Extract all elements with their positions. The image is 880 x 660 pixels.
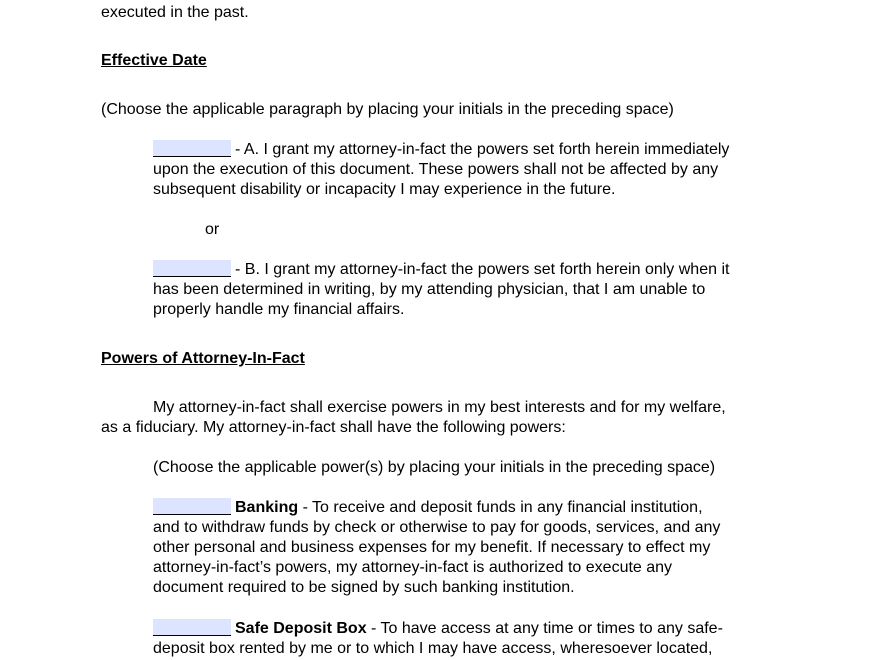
option-b-text-1: - B. I grant my attorney-in-fact the powers set forth herein only when it	[235, 261, 730, 278]
option-b-line-1	[153, 260, 729, 280]
option-a-line-1	[153, 140, 729, 160]
safe-deposit-initials-field[interactable]	[153, 619, 231, 636]
safe-deposit-line-2: deposit box rented by me or to which I may have access, wheresoever located,	[153, 640, 713, 657]
banking-title: Banking	[235, 499, 299, 516]
option-b-line-2: has been determined in writing, by my attending physician, that I am unable to	[153, 281, 706, 298]
option-a-initials-field[interactable]	[153, 140, 231, 157]
option-a-line-2: upon the execution of this document. These powers shall not be affected by any	[153, 161, 719, 178]
powers-intro-line-1: My attorney-in-fact shall exercise powers in my best interests and for my welfare,	[153, 399, 726, 416]
banking-initials-field[interactable]	[153, 498, 231, 515]
powers-heading: Powers of Attorney-In-Fact	[101, 350, 305, 367]
safe-deposit-line-1	[153, 619, 723, 639]
or-label: or	[205, 221, 220, 238]
effective-date-heading: Effective Date	[101, 52, 207, 69]
powers-instruction: (Choose the applicable power(s) by placing your initials in the preceding space)	[153, 459, 716, 476]
banking-text-1: - To receive and deposit funds in any financial institution,	[298, 499, 703, 516]
effective-date-instruction: (Choose the applicable paragraph by placing your initials in the preceding space)	[101, 101, 674, 118]
banking-line-2: and to withdraw funds by check or otherwise to pay for goods, services, and any	[153, 519, 721, 536]
safe-deposit-text-1: - To have access at any time or times to any safe-	[366, 620, 723, 637]
intro-tail-text: executed in the past.	[101, 4, 249, 21]
option-b-initials-field[interactable]	[153, 260, 231, 277]
banking-line-5: document required to be signed by such banking institution.	[153, 579, 575, 596]
option-b-line-3: properly handle my financial affairs.	[153, 301, 405, 318]
banking-line-4: attorney-in-fact’s powers, my attorney-in-fact is authorized to execute any	[153, 559, 673, 576]
powers-intro-line-2: as a fiduciary. My attorney-in-fact shall have the following powers:	[101, 419, 566, 436]
safe-deposit-title: Safe Deposit Box	[235, 620, 367, 637]
option-a-text-1: - A. I grant my attorney-in-fact the powers set forth herein immediately	[235, 141, 730, 158]
banking-line-3: other personal and business expenses for my benefit. If necessary to effect my	[153, 539, 711, 556]
banking-line-1	[153, 498, 703, 518]
option-a-line-3: subsequent disability or incapacity I may experience in the future.	[153, 181, 616, 198]
